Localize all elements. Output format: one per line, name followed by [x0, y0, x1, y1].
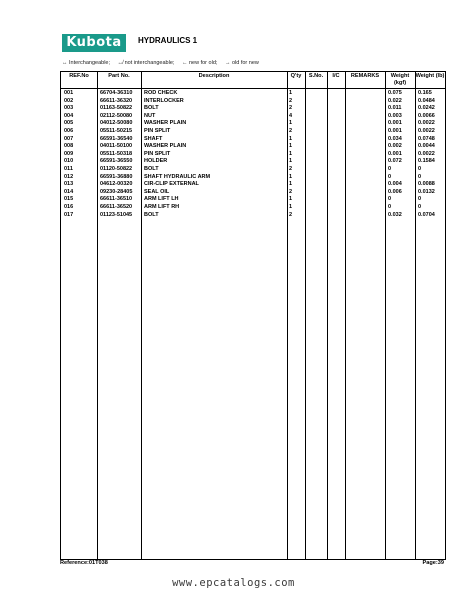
- cell-weight-lb: 0.0022: [418, 120, 435, 127]
- cell-weight-lb: 0.0022: [418, 150, 435, 157]
- cell-ref-no: 004: [64, 112, 74, 119]
- cell-qty: 2: [289, 211, 293, 218]
- cell-part-no: 04612-00320: [100, 181, 133, 188]
- kubota-logo: Kubota: [62, 34, 126, 52]
- cell-weight-kgf: 0.006: [388, 188, 402, 195]
- cell-ref-no: 002: [64, 97, 74, 104]
- cell-weight-kgf: 0.011: [388, 105, 402, 112]
- table-row: [61, 196, 445, 204]
- cell-description: ARM LIFT RH: [144, 203, 180, 210]
- table-header: [61, 72, 445, 89]
- cell-description: NUT: [144, 112, 156, 119]
- header-serial-no: S.No.: [308, 73, 324, 79]
- cell-qty: 1: [289, 90, 293, 96]
- cell-part-no: 66611-36520: [100, 203, 133, 210]
- cell-description: ARM LIFT LH: [144, 196, 179, 203]
- table-row: [61, 151, 445, 159]
- cell-qty: 2: [289, 165, 293, 172]
- cell-weight-kgf: 0.001: [388, 120, 402, 127]
- cell-weight-lb: 0: [418, 173, 422, 180]
- table-row: [61, 90, 445, 98]
- table-row: [61, 120, 445, 128]
- table-row: [61, 204, 445, 212]
- header-part-no: Part No.: [108, 73, 130, 79]
- cell-weight-lb: 0.0088: [418, 181, 435, 188]
- cell-qty: 1: [289, 173, 293, 180]
- cell-weight-lb: 0.0242: [418, 105, 435, 112]
- cell-weight-lb: 0.0748: [418, 135, 435, 142]
- cell-qty: 1: [289, 203, 293, 210]
- cell-description: BOLT: [144, 211, 159, 218]
- cell-description: WASHER PLAIN: [144, 143, 187, 150]
- header-description: Description: [198, 73, 230, 79]
- cell-weight-kgf: 0.032: [388, 211, 402, 218]
- cell-weight-kgf: 0.075: [388, 90, 402, 96]
- parts-table: [60, 71, 446, 560]
- cell-part-no: 01163-50822: [100, 105, 133, 112]
- cell-ref-no: 009: [64, 150, 74, 157]
- header-ref-no: REF.No: [69, 73, 89, 79]
- cell-part-no: 04012-50080: [100, 120, 133, 127]
- cell-qty: 2: [289, 188, 293, 195]
- table-row: [61, 212, 445, 220]
- cell-weight-lb: 0.0132: [418, 188, 435, 195]
- cell-part-no: 05511-50215: [100, 127, 133, 134]
- cell-weight-lb: 0: [418, 203, 422, 210]
- cell-weight-lb: 0.1584: [418, 158, 435, 165]
- cell-qty: 1: [289, 150, 293, 157]
- cell-weight-lb: 0.165: [418, 90, 432, 96]
- cell-qty: 2: [289, 97, 293, 104]
- cell-weight-kgf: 0.001: [388, 150, 402, 157]
- cell-part-no: 66704-36310: [100, 90, 133, 96]
- cell-weight-lb: 0.0066: [418, 112, 435, 119]
- cell-qty: 2: [289, 105, 293, 112]
- cell-weight-kgf: 0: [388, 203, 392, 210]
- cell-weight-kgf: 0: [388, 165, 392, 172]
- cell-part-no: 09230-28405: [100, 188, 133, 195]
- cell-ref-no: 013: [64, 181, 74, 188]
- cell-weight-kgf: 0.034: [388, 135, 402, 142]
- table-body: [61, 90, 445, 219]
- table-row: [61, 113, 445, 121]
- cell-weight-kgf: 0.003: [388, 112, 402, 119]
- table-row: [61, 136, 445, 144]
- cell-ref-no: 006: [64, 127, 74, 134]
- cell-part-no: 66591-36540: [100, 135, 133, 142]
- legend-interchangeable: ↔ Interchangeable;: [62, 60, 111, 66]
- cell-description: CIR-CLIP EXTERNAL: [144, 181, 199, 188]
- cell-part-no: 05511-50318: [100, 150, 133, 157]
- header-remarks: REMARKS: [350, 73, 380, 79]
- cell-ref-no: 012: [64, 173, 74, 180]
- cell-qty: 1: [289, 181, 293, 188]
- table-row: [61, 158, 445, 166]
- cell-ref-no: 007: [64, 135, 74, 142]
- cell-weight-kgf: 0.004: [388, 181, 402, 188]
- cell-weight-lb: 0.0484: [418, 97, 435, 104]
- cell-weight-lb: 0.0704: [418, 211, 435, 218]
- cell-qty: 1: [289, 135, 293, 142]
- cell-weight-lb: 0.0022: [418, 127, 435, 134]
- cell-part-no: 66611-36510: [100, 196, 133, 203]
- cell-qty: 1: [289, 143, 293, 150]
- cell-description: INTERLOCKER: [144, 97, 184, 104]
- table-row: [61, 189, 445, 197]
- cell-part-no: 01123-51045: [100, 211, 133, 218]
- cell-ref-no: 005: [64, 120, 74, 127]
- cell-weight-kgf: 0: [388, 196, 392, 203]
- cell-qty: 1: [289, 120, 293, 127]
- cell-description: HOLDER: [144, 158, 168, 165]
- legend-new-for-old: ← new for old;: [181, 60, 218, 66]
- cell-description: ROD CHECK: [144, 90, 178, 96]
- cell-ref-no: 001: [64, 90, 74, 96]
- table-row: [61, 174, 445, 182]
- table-row: [61, 166, 445, 174]
- cell-part-no: 01120-50822: [100, 165, 133, 172]
- cell-ref-no: 011: [64, 165, 73, 172]
- watermark-url: www.epcatalogs.com: [172, 577, 295, 589]
- header-qty: Q'ty: [290, 73, 302, 79]
- cell-description: SHAFT HYDRAULIC ARM: [144, 173, 211, 180]
- cell-weight-kgf: 0.001: [388, 127, 402, 134]
- cell-weight-lb: 0.0044: [418, 143, 435, 150]
- cell-ref-no: 015: [64, 196, 74, 203]
- cell-weight-kgf: 0.002: [388, 143, 402, 150]
- cell-part-no: 66591-36550: [100, 158, 133, 165]
- header-ic: I/C: [332, 73, 340, 79]
- cell-ref-no: 014: [64, 188, 74, 195]
- cell-ref-no: 010: [64, 158, 74, 165]
- cell-description: PIN SPLIT: [144, 127, 171, 134]
- legend: [62, 60, 265, 66]
- cell-part-no: 66611-36320: [100, 97, 133, 104]
- cell-ref-no: 017: [64, 211, 74, 218]
- cell-ref-no: 003: [64, 105, 74, 112]
- cell-description: PIN SPLIT: [144, 150, 171, 157]
- table-row: [61, 105, 445, 113]
- cell-description: SEAL OIL: [144, 188, 170, 195]
- cell-description: WASHER PLAIN: [144, 120, 187, 127]
- header-weight-lb: Weight (lb): [415, 73, 445, 79]
- page-title: HYDRAULICS 1: [138, 36, 198, 45]
- legend-old-for-new: → old for new: [224, 60, 259, 66]
- cell-description: SHAFT: [144, 135, 163, 142]
- table-row: [61, 181, 445, 189]
- cell-description: BOLT: [144, 165, 159, 172]
- cell-part-no: 04011-50100: [100, 143, 133, 150]
- cell-weight-kgf: 0.072: [388, 158, 402, 165]
- cell-ref-no: 008: [64, 143, 74, 150]
- cell-part-no: 66591-36880: [100, 173, 133, 180]
- cell-weight-kgf: 0.022: [388, 97, 402, 104]
- reference-label: Reference:01T038: [60, 560, 108, 566]
- cell-description: BOLT: [144, 105, 159, 112]
- cell-part-no: 02112-50080: [100, 112, 133, 119]
- header-weight-kgf: Weight (kgf): [390, 73, 410, 86]
- cell-ref-no: 016: [64, 203, 74, 210]
- cell-qty: 1: [289, 196, 293, 203]
- legend-not-interchangeable: ↮ not interchangeable;: [117, 60, 175, 66]
- table-row: [61, 128, 445, 136]
- cell-weight-kgf: 0: [388, 173, 392, 180]
- page-number: Page:39: [422, 560, 444, 566]
- cell-qty: 1: [289, 158, 293, 165]
- table-row: [61, 98, 445, 106]
- cell-weight-lb: 0: [418, 165, 422, 172]
- cell-qty: 4: [289, 112, 293, 119]
- cell-qty: 2: [289, 127, 293, 134]
- table-row: [61, 143, 445, 151]
- cell-weight-lb: 0: [418, 196, 422, 203]
